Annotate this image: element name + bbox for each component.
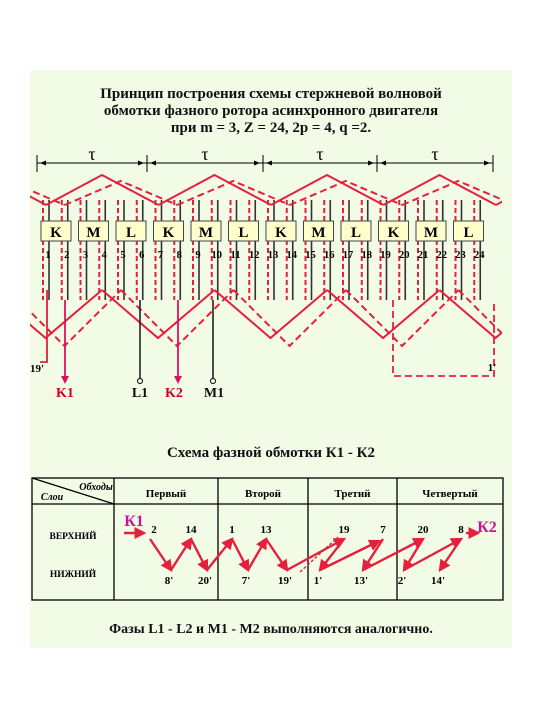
table-labels [41, 482, 497, 587]
slot-number: 12 [249, 250, 260, 261]
header-4: Четвертый [422, 488, 478, 500]
upper-slot-1: 1 [229, 524, 235, 536]
phase-block-label: L [125, 225, 137, 241]
slot-number: 6 [139, 250, 145, 261]
upper-slot-7: 7 [380, 524, 386, 536]
upper-slot-13: 13 [260, 524, 272, 536]
m1-label: M1 [203, 386, 225, 401]
header-3: Третий [334, 488, 371, 500]
phase-block-label: K [275, 225, 287, 241]
phase-block-label: L [238, 225, 249, 241]
upper-slot-20: 20 [417, 524, 429, 536]
connection-arrow [207, 539, 232, 570]
phase-block-label: L [463, 225, 474, 241]
upper-slot-14: 14 [185, 524, 197, 536]
slot-number: 9 [195, 250, 201, 261]
pole-pitch-label: τ [88, 144, 96, 164]
connection-arrow [150, 539, 171, 570]
phase-block-label: M [198, 225, 214, 241]
end-label-k2: К2 [477, 519, 497, 536]
upper-slot-8: 8 [458, 524, 464, 536]
end-left-label: 19' [29, 363, 45, 375]
connection-arrow [232, 539, 248, 570]
lower-slot-7p: 7' [241, 575, 251, 587]
row-lower-label: НИЖНИЙ [49, 570, 97, 580]
phase-block-label: K [50, 225, 62, 241]
slot-number: 14 [286, 250, 297, 261]
lower-slot-13p: 13' [353, 575, 369, 587]
phase-block-label: M [423, 225, 439, 241]
phase-block-label: M [311, 225, 326, 241]
k1-label: K1 [56, 386, 74, 401]
pole-pitch-label: τ [316, 144, 324, 164]
phase-block-label: K [387, 225, 400, 241]
table-title: Схема фазной обмотки К1 - К2 [166, 445, 376, 461]
slot-number: 20 [399, 250, 410, 261]
upper-slot-19: 19 [338, 524, 350, 536]
lower-slot-20p: 20' [197, 575, 213, 587]
slot-number: 11 [230, 250, 241, 261]
slot-number: 3 [82, 250, 89, 261]
title-line-3: при m = 3, Z = 24, 2p = 4, q =2. [170, 120, 372, 136]
phase-block-label: L [350, 225, 362, 241]
title-line-1: Принцип построения схемы стержневой волновой [100, 86, 442, 102]
connection-arrow [287, 539, 344, 570]
start-label-k1: К1 [124, 513, 144, 530]
connection-arrow [266, 539, 287, 570]
connection-arrow [191, 539, 207, 570]
k2-label: K2 [165, 386, 183, 401]
slot-number: 8 [176, 250, 182, 261]
slot-number: 13 [267, 250, 279, 261]
slot-number: 7 [157, 250, 164, 261]
slot-number: 23 [455, 250, 466, 261]
slot-number: 21 [417, 250, 429, 261]
pole-pitch-label: τ [431, 144, 439, 164]
table-arrows [124, 533, 478, 572]
slot-number: 22 [436, 250, 447, 261]
slot-number: 24 [474, 250, 485, 261]
lower-slot-1p: 1' [313, 575, 323, 587]
row-upper-label: ВЕРХНИЙ [49, 532, 97, 542]
slot-number: 15 [305, 250, 316, 261]
corner-bottom-label: Слои [40, 492, 64, 503]
header-1: Первый [145, 488, 187, 500]
slot-number: 10 [211, 250, 222, 261]
lower-slot-14p: 14' [430, 575, 446, 587]
slot-number: 4 [101, 250, 107, 261]
connection-arrow [248, 539, 266, 570]
lower-slot-8p: 8' [164, 575, 174, 587]
slot-number: 16 [324, 250, 335, 261]
connection-arrow [171, 539, 191, 570]
slot-number: 2 [64, 250, 70, 261]
end-right-label: 1' [487, 362, 497, 374]
slot-number: 5 [120, 250, 126, 261]
slot-number: 1 [45, 250, 51, 261]
footer-note: Фазы L1 - L2 и M1 - M2 выполняются аналогично. [109, 622, 433, 637]
corner-top-label: Обходы [79, 482, 113, 493]
slot-number: 19 [380, 250, 391, 261]
title-line-2: обмотки фазного ротора асинхронного двигателя [103, 103, 439, 119]
phase-block-label: M [86, 225, 101, 241]
upper-slot-2: 2 [151, 524, 157, 536]
pole-pitch-label: τ [201, 144, 209, 164]
lower-slot-19p: 19' [277, 575, 293, 587]
header-2: Второй [244, 488, 282, 500]
slot-number: 18 [361, 250, 372, 261]
l1-label: L1 [131, 386, 149, 401]
lower-slot-2p: 2' [397, 575, 407, 587]
phase-block-label: K [162, 225, 175, 241]
slot-number: 17 [342, 250, 354, 261]
